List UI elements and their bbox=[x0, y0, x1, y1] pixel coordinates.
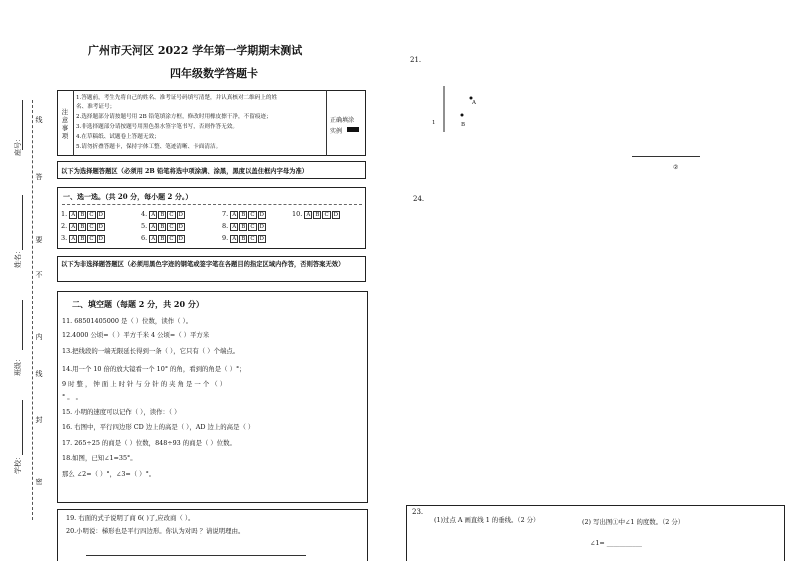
q23-angle-answer: ∠1= ___________ bbox=[590, 539, 642, 547]
choice-question bbox=[61, 210, 106, 219]
choice-bubble-a[interactable]: A bbox=[71, 212, 76, 218]
choice-bubble-d[interactable]: D bbox=[259, 236, 264, 242]
section1-title-rule bbox=[62, 204, 362, 205]
choice-question-number: 5. bbox=[141, 222, 150, 230]
notes-divider-right bbox=[326, 90, 327, 156]
note-line: 名、准考证号； bbox=[76, 104, 116, 110]
choice-bubble-d[interactable]: D bbox=[178, 212, 183, 218]
q21-label-line: 1 bbox=[432, 120, 436, 126]
q20-answer-line bbox=[86, 555, 306, 556]
q21-label-b: B bbox=[461, 122, 466, 128]
notes-label-char: 意 bbox=[61, 116, 69, 124]
school-blank-line bbox=[22, 400, 23, 455]
choice-question bbox=[292, 210, 341, 219]
choice-bubble-b[interactable]: B bbox=[160, 224, 165, 230]
choice-bubble-a[interactable]: A bbox=[306, 212, 311, 218]
binding-char: 不 bbox=[35, 271, 43, 279]
fill-item: 那么 ∠2=（ ）°，∠3=（ ）°。 bbox=[62, 470, 156, 478]
section2-title: 二、填空题（每题 2 分，共 20 分） bbox=[72, 299, 204, 309]
q20-text: 20.小明说：梯形也是平行四边形。你认为对吗 ？请说明理由。 bbox=[66, 527, 245, 535]
binding-char: 密 bbox=[35, 478, 43, 486]
binding-char: 封 bbox=[35, 416, 43, 424]
binding-char: 答 bbox=[35, 173, 43, 181]
choice-bubble-b[interactable]: B bbox=[80, 224, 85, 230]
school-label: 学校： bbox=[14, 453, 22, 474]
note-line: 3.非选择题部分请按题号用黑色墨水签字笔书写，否则作答无效。 bbox=[76, 124, 238, 130]
notes-lines bbox=[76, 93, 277, 152]
choice-question bbox=[222, 222, 267, 231]
q23-part2: (2) 写出图①中∠1 的度数。（2 分） bbox=[582, 518, 685, 526]
fill-item: 15. 小明的速度可以记作（ ），读作：（ ） bbox=[62, 408, 181, 416]
choice-bubble-a[interactable]: A bbox=[232, 224, 237, 230]
choice-bubble-b[interactable]: B bbox=[80, 236, 85, 242]
fill-item: 16. 右图中，平行四边形 CD 边上的高是（ ），AD 边上的高是（ ） bbox=[62, 423, 255, 431]
choice-banner-text: 以下为选择题答题区（必须用 2B 铅笔将选中项涂满、涂黑，黑度以盖住框内字母为准） bbox=[61, 168, 309, 175]
choice-bubble-b[interactable]: B bbox=[315, 212, 320, 218]
fill-item: 14.用一个 10 倍的放大镜看一个 10° 的角，看到的角是（ ）°； bbox=[62, 365, 246, 373]
choice-bubble-c[interactable]: C bbox=[250, 224, 255, 230]
note-line: 1.答题前，考生先将自己的姓名、准考证号码填写清楚，并认真核对二维码上的姓 bbox=[76, 95, 278, 101]
fill-item: 12.4000 公顷=（ ）平方千米 4 公顷=（ ）平方米 bbox=[62, 331, 210, 339]
choice-question-number: 9. bbox=[222, 234, 231, 242]
fill-item: ° 。 。 bbox=[62, 393, 83, 401]
choice-bubble-a[interactable]: A bbox=[151, 236, 156, 242]
choice-bubble-c[interactable]: C bbox=[169, 224, 174, 230]
q19-text: 19. 右面的式子说明了商 6( )了,应改商（ ）。 bbox=[66, 514, 195, 522]
choice-bubble-c[interactable]: C bbox=[169, 212, 174, 218]
binding-line bbox=[32, 100, 33, 520]
q21-label-a: A bbox=[472, 100, 476, 106]
choice-bubble-d[interactable]: D bbox=[98, 224, 103, 230]
choice-bubble-a[interactable]: A bbox=[151, 224, 156, 230]
choice-bubble-a[interactable]: A bbox=[71, 224, 76, 230]
choice-question-number: 10. bbox=[292, 210, 305, 218]
choice-bubble-c[interactable]: C bbox=[89, 224, 94, 230]
choice-bubble-b[interactable]: B bbox=[160, 212, 165, 218]
choice-question bbox=[61, 222, 106, 231]
binding-char: 线 bbox=[35, 116, 43, 124]
fill-example-label: 正确填涂 bbox=[330, 117, 355, 124]
choice-bubble-a[interactable]: A bbox=[232, 212, 237, 218]
binding-char: 内 bbox=[35, 333, 43, 341]
section1-title: 一、选一选。（共 20 分，每小题 2 分。） bbox=[63, 192, 193, 201]
choice-question-number: 1. bbox=[61, 210, 70, 218]
choice-question-number: 4. bbox=[141, 210, 150, 218]
page-subtitle: 四年级数学答题卡 bbox=[170, 67, 258, 80]
nonchoice-banner-text: 以下为非选择题答题区（必须用黑色字迹的钢笔或签字笔在各题目的指定区域内作答，否则答案无效） bbox=[61, 261, 345, 268]
name-label: 姓名： bbox=[14, 247, 22, 268]
q21-figure bbox=[428, 84, 488, 134]
fill-item: 11. 68501405000 是（ ）位数，读作（ ）。 bbox=[62, 317, 193, 325]
choice-bubble-d[interactable]: D bbox=[98, 212, 103, 218]
section2-items bbox=[62, 316, 254, 478]
note-line: 2.选择题部分请按题号用 2B 铅笔填涂方框，修改时用橡皮擦干净，不留痕迹； bbox=[76, 114, 272, 120]
choice-bubble-d[interactable]: D bbox=[98, 236, 103, 242]
choice-bubble-d[interactable]: D bbox=[178, 236, 183, 242]
notes-label-char: 项 bbox=[61, 132, 69, 140]
choice-bubble-b[interactable]: B bbox=[241, 224, 246, 230]
choice-question bbox=[141, 222, 186, 231]
fill-item: 17. 265÷25 的商是（ ）位数，848÷93 的商是（ ）位数。 bbox=[62, 439, 236, 447]
fill-example-mark bbox=[347, 127, 359, 132]
fill-example-word: 实例 bbox=[330, 128, 343, 135]
choice-bubble-d[interactable]: D bbox=[259, 224, 264, 230]
notes-label-char: 注 bbox=[61, 108, 69, 116]
choice-question-number: 3. bbox=[61, 234, 70, 242]
note-line: 4.在草稿纸、试题卷上答题无效； bbox=[76, 134, 160, 140]
choice-bubble-a[interactable]: A bbox=[232, 236, 237, 242]
q21-figure2-line bbox=[632, 156, 700, 157]
page-title: 广州市天河区 2022 学年第一学期期末测试 bbox=[88, 44, 303, 57]
choice-bubble-d[interactable]: D bbox=[259, 212, 264, 218]
choice-question-number: 2. bbox=[61, 222, 70, 230]
choice-bubble-d[interactable]: D bbox=[333, 212, 339, 218]
choice-bubble-b[interactable]: B bbox=[80, 212, 85, 218]
choice-bubble-b[interactable]: B bbox=[241, 236, 246, 242]
choice-bubble-c[interactable]: C bbox=[169, 236, 174, 242]
q24-number: 24. bbox=[413, 195, 425, 203]
choice-bubble-b[interactable]: B bbox=[241, 212, 246, 218]
binding-char: 要 bbox=[35, 236, 43, 244]
q23-number: 23. bbox=[412, 508, 424, 516]
note-line: 5.请勿折叠答题卡，保持字体工整、笔迹清晰、卡面清洁。 bbox=[76, 144, 222, 150]
name-blank-line bbox=[22, 195, 23, 250]
choice-question-number: 6. bbox=[141, 234, 150, 242]
q21-number: 21. bbox=[410, 56, 422, 64]
choice-bubble-c[interactable]: C bbox=[250, 236, 255, 242]
choice-bubble-b[interactable]: B bbox=[160, 236, 165, 242]
class-blank-line bbox=[22, 300, 23, 350]
choice-bubble-c[interactable]: C bbox=[89, 212, 94, 218]
choice-question bbox=[141, 234, 186, 243]
notes-divider-left bbox=[73, 90, 74, 156]
q21-label-circle2: ② bbox=[673, 164, 679, 171]
choice-bubble-a[interactable]: A bbox=[71, 236, 76, 242]
choice-bubble-c[interactable]: C bbox=[89, 236, 94, 242]
choice-bubble-c[interactable]: C bbox=[324, 212, 329, 218]
notes-label bbox=[59, 108, 71, 140]
fill-item: 18.如图，已知∠1=35°。 bbox=[62, 454, 137, 462]
choice-bubble-d[interactable]: D bbox=[178, 224, 183, 230]
choice-question bbox=[141, 210, 186, 219]
choice-question bbox=[61, 234, 106, 243]
choice-question bbox=[222, 210, 267, 219]
q23-box bbox=[406, 505, 785, 561]
binding-char: 线 bbox=[35, 370, 43, 378]
seat-label: 座号： bbox=[14, 135, 22, 156]
choice-bubble-c[interactable]: C bbox=[250, 212, 255, 218]
class-label: 班级： bbox=[14, 355, 22, 376]
choice-question bbox=[222, 234, 267, 243]
notes-label-char: 事 bbox=[61, 124, 69, 132]
choice-bubble-a[interactable]: A bbox=[151, 212, 156, 218]
fill-item: 9 时 整 ， 钟 面 上 时 针 与 分 针 的 夹 角 是 一 个 （ ） bbox=[62, 380, 227, 388]
choice-question-number: 8. bbox=[222, 222, 231, 230]
fill-item: 13.把线段的一端无限延长得到一条（ ），它只有（ ）个端点。 bbox=[62, 347, 240, 355]
q23-part1: (1)过点 A 画直线 1 的垂线。（2 分） bbox=[434, 516, 540, 524]
choice-question-number: 7. bbox=[222, 210, 231, 218]
